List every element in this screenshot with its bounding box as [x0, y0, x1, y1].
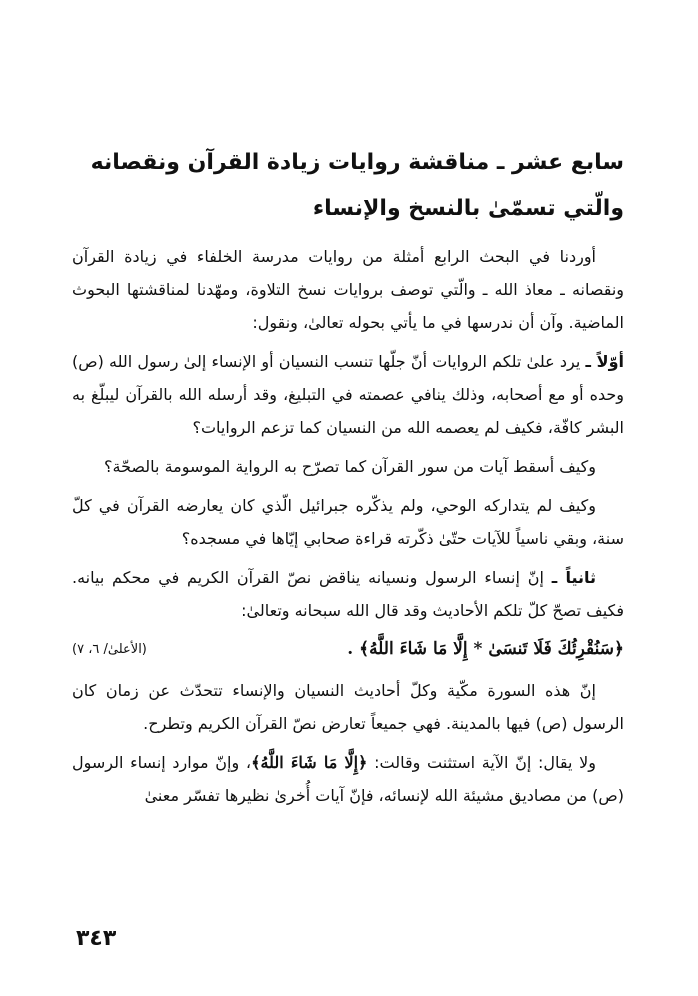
- paragraph-meccan-sura: إنّ هذه السورة مكّية وكلّ أحاديث النسيان والإنساء تتحدّث عن زمان كان الرسول (ص) فيها بالمدينة. فهي جميعاً تعارض نصّ القرآن الكريم وتطرح.: [72, 681, 624, 733]
- paragraph-first-point: [72, 345, 624, 444]
- first-point-text: يرد علىٰ تلكم الروايات أنّ جلّها تنسب النسيان أو الإنساء إلىٰ رسول الله (ص) وحده أو مع أصحابه، وذلك ينافي عصمته في التبليغ، وقد أرسله الله بالقرآن ليبلّغ به البشر كافّة، فكيف لم يعصمه الله من النسيان كما تزعم الروايات؟: [72, 352, 624, 437]
- paragraph-omission-question: وكيف أسقط آيات من سور القرآن كما تصرّح به الرواية الموسومة بالصحّة؟: [104, 457, 596, 476]
- page-body: [72, 140, 624, 818]
- paragraph-second-point: [72, 561, 624, 627]
- second-point-label: ثانياً ـ: [551, 568, 597, 587]
- section-heading: سابع عشر ـ مناقشة روايات زيادة القرآن ونقصانه والّتي تسمّىٰ بالنسخ والإنساء: [90, 150, 624, 221]
- paragraph-revelation-question: وكيف لم يتداركه الوحي، ولم يذكّره جبرائيل الّذي كان يعارضه القرآن في كلّ سنة، وبقي ناسياً للآيات حتّىٰ ذكّرته قراءة صحابي إيّاها في مسجده؟: [72, 496, 624, 548]
- page-number: ٣٤٣: [76, 926, 117, 951]
- quran-verse-line: [72, 633, 624, 666]
- paragraph-intro: أوردنا في البحث الرابع أمثلة من روايات مدرسة الخلفاء في زيادة القرآن ونقصانه ـ معاذ الله ـ والّتي توصف بروايات نسخ التلاوة، ومهّدنا لمناقشتها البحوث الماضية. وآن أن ندرسها في ما يأتي بحوله تعالىٰ، ونقول:: [72, 247, 624, 332]
- first-point-label: أوّلاً ـ: [585, 352, 625, 371]
- objection-text-end: ، وإنّ موارد إنساء الرسول (ص) من مصاديق مشيئة الله لإنسائه، فإنّ آيات أُخرىٰ نظيرها تفسّر معنىٰ: [72, 753, 624, 805]
- second-point-text: إنّ إنساء الرسول ونسيانه يناقض نصّ القرآن الكريم في محكم بيانه. فكيف تصحّ كلّ تلكم الأحاديث وقد قال الله سبحانه وتعالىٰ:: [72, 568, 624, 620]
- paragraph-objection: [72, 746, 624, 812]
- quran-verse: ﴿سَنُقْرِئُكَ فَلَا تَنسَىٰ * إِلَّا مَا شَاءَ اللَّهُ﴾ .: [347, 639, 624, 659]
- verse-reference: (الأعلىٰ/ ٦، ٧): [72, 642, 147, 657]
- inline-quran-verse: ﴿إِلَّا مَا شَاءَ اللَّهُ﴾: [251, 753, 368, 772]
- objection-text-start: ولا يقال: إنّ الآية استثنت وقالت:: [367, 753, 597, 772]
